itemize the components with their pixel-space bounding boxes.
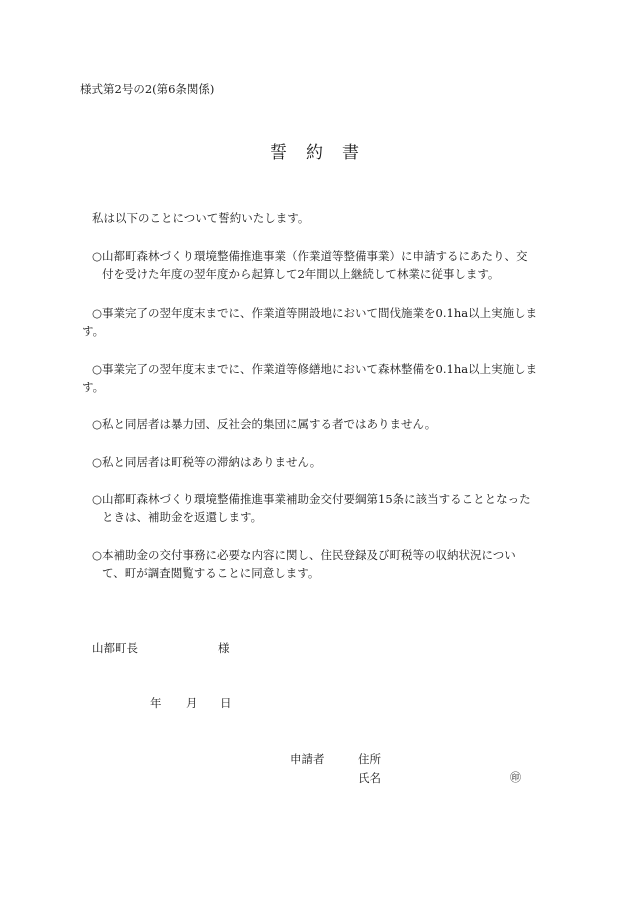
pledge-item-text: ○私と同居者は暴力団、反社会的集団に属する者ではありません。 bbox=[92, 417, 437, 431]
pledge-item-text-cont: て、町が調査閲覧することに同意します。 bbox=[102, 566, 320, 580]
pledge-item-text: ○私と同居者は町税等の滞納はありません。 bbox=[92, 455, 322, 469]
pledge-item-7 bbox=[82, 546, 552, 582]
pledge-item-text-cont: す。 bbox=[82, 324, 105, 338]
date-year-label: 年 bbox=[150, 696, 162, 710]
pledge-item-text: ○山都町森林づくり環境整備推進事業（作業道等整備事業）に申請するにあたり、交 bbox=[92, 249, 528, 263]
pledge-item-6 bbox=[82, 490, 552, 526]
pledge-item-2 bbox=[82, 304, 552, 340]
name-label: 氏名 bbox=[358, 771, 381, 785]
pledge-item-5 bbox=[82, 453, 552, 471]
pledge-item-text: ○事業完了の翌年度末までに、作業道等修繕地において森林整備を0.1ha以上実施しま bbox=[92, 362, 538, 376]
pledge-item-text: ○事業完了の翌年度末までに、作業道等開設地において間伐施業を0.1ha以上実施しま bbox=[92, 306, 538, 320]
address-label: 住所 bbox=[358, 752, 381, 766]
document-title: 誓 約 書 bbox=[270, 143, 360, 163]
addressee-mayor: 山都町長 bbox=[92, 641, 138, 655]
form-number: 様式第2号の2(第6条関係) bbox=[80, 82, 215, 96]
pledge-item-text: ○山都町森林づくり環境整備推進事業補助金交付要綱第15条に該当することとなった bbox=[92, 492, 531, 506]
pledge-item-text-cont: 付を受けた年度の翌年度から起算して2年間以上継続して林業に従事します。 bbox=[102, 267, 500, 281]
applicant-label: 申請者 bbox=[290, 752, 325, 766]
intro-text: 私は以下のことについて誓約いたします。 bbox=[92, 211, 310, 225]
pledge-item-text-cont: ときは、補助金を返還します。 bbox=[102, 510, 263, 524]
pledge-item-3 bbox=[82, 360, 552, 396]
pledge-item-text-cont: す。 bbox=[82, 380, 105, 394]
pledge-item-4 bbox=[82, 415, 552, 433]
date-day-label: 日 bbox=[220, 696, 232, 710]
seal-mark-icon: ㊞ bbox=[510, 771, 521, 784]
date-month-label: 月 bbox=[186, 696, 198, 710]
pledge-item-text: ○本補助金の交付事務に必要な内容に関し、住民登録及び町税等の収納状況につい bbox=[92, 548, 516, 562]
pledge-item-1 bbox=[82, 247, 552, 283]
addressee-honorific: 様 bbox=[218, 641, 230, 655]
